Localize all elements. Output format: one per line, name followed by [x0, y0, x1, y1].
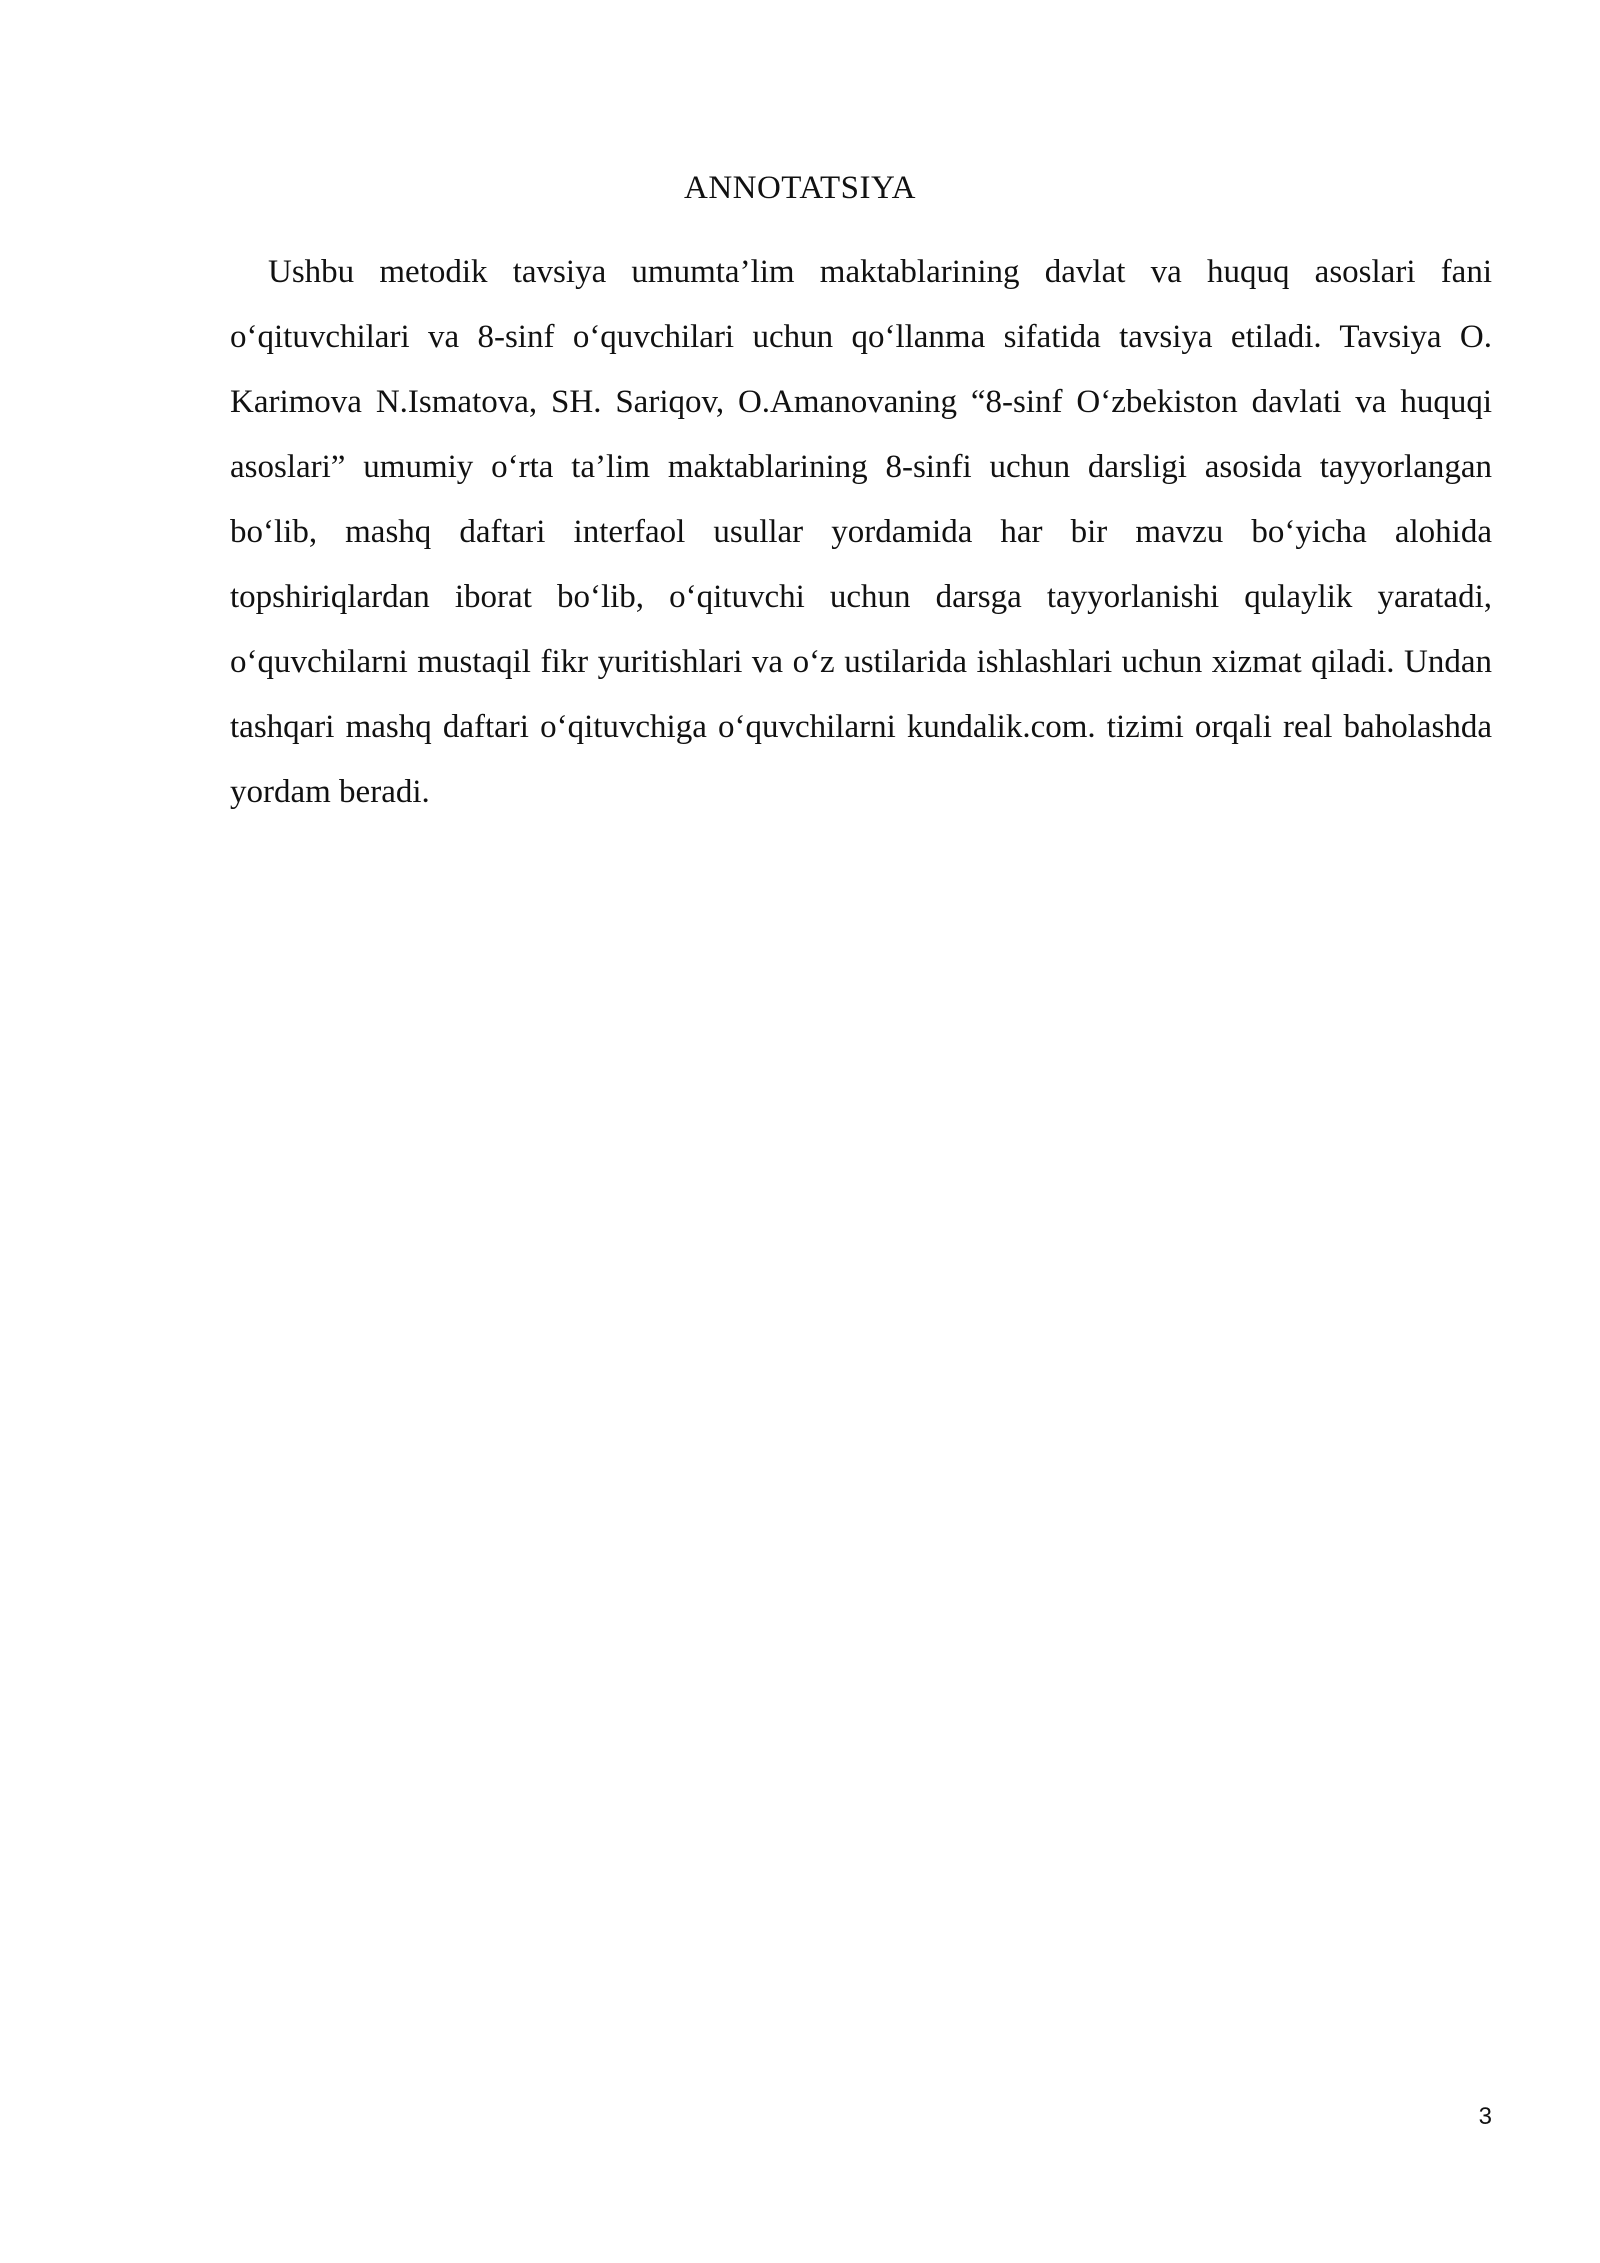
annotation-paragraph: Ushbu metodik tavsiya umumta’lim maktablarining davlat va huquq asoslari fani o‘qituvchilari va 8-sinf o‘quvchilari uchun qo‘llanma sifatida tavsiya etiladi. Tavsiya O. Karimova N.Ismatova, SH. Sariqov, O.Amanovaning “8-sinf O‘zbekiston davlati va huquqi asoslari” umumiy o‘rta ta’lim maktablarining 8-sinfi uchun darsligi asosida tayyorlangan bo‘lib, mashq daftari interfaol usullar yordamida har bir mavzu bo‘yicha alohida topshiriqlardan iborat bo‘lib, o‘qituvchi uchun darsga tayyorlanishi qulaylik yaratadi, o‘quvchilarni mustaqil fikr yuritishlari va o‘z ustilarida ishlashlari uchun xizmat qiladi. Undan tashqari mashq daftari o‘qituvchiga o‘quvchilarni kundalik.com. tizimi orqali real baholashda yordam beradi.: [230, 254, 1492, 810]
page-title: ANNOTATSIYA: [683, 170, 917, 206]
page-number: 3: [1478, 2103, 1492, 2130]
